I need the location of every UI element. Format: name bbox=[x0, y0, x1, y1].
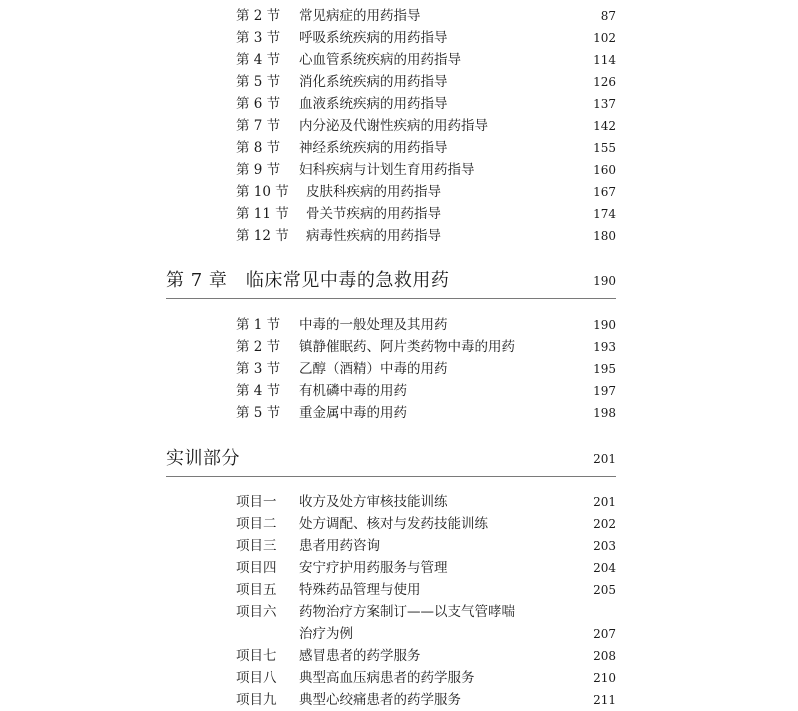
toc-entry-number: 项目四 bbox=[236, 560, 277, 576]
toc-entry-title: 重金属中毒的用药 bbox=[299, 405, 407, 421]
toc-entry[interactable] bbox=[0, 181, 616, 203]
toc-entry-number: 第 3 节 bbox=[236, 30, 281, 46]
practice-title: 实训部分 bbox=[166, 448, 240, 469]
toc-entry-title: 血液系统疾病的用药指导 bbox=[299, 96, 448, 112]
toc-entry-title: 呼吸系统疾病的用药指导 bbox=[299, 30, 448, 46]
toc-entry-title: 妇科疾病与计划生育用药指导 bbox=[299, 162, 475, 178]
toc-entry-title: 收方及处方审核技能训练 bbox=[299, 494, 448, 510]
toc-entry-page-number: 211 bbox=[593, 693, 616, 707]
toc-entry[interactable] bbox=[0, 557, 616, 579]
toc-entry-page-number: 198 bbox=[593, 406, 616, 420]
toc-entry-page-number: 197 bbox=[593, 384, 616, 398]
toc-entry-page-number: 201 bbox=[593, 495, 616, 509]
toc-entry-title: 镇静催眠药、阿片类药物中毒的用药 bbox=[299, 339, 515, 355]
toc-entry-page-number: 210 bbox=[593, 671, 616, 685]
toc-entry-number: 第 8 节 bbox=[236, 140, 281, 156]
toc-entry-number: 项目七 bbox=[236, 648, 277, 664]
toc-entry-number: 第 9 节 bbox=[236, 162, 281, 178]
toc-entry-number: 第 4 节 bbox=[236, 52, 281, 68]
toc-entry-number: 第 4 节 bbox=[236, 383, 281, 399]
toc-entry-title: 心血管系统疾病的用药指导 bbox=[299, 52, 461, 68]
toc-entry-number: 第 2 节 bbox=[236, 339, 281, 355]
toc-entry-number: 第 7 节 bbox=[236, 118, 281, 134]
toc-entry-title: 安宁疗护用药服务与管理 bbox=[299, 560, 448, 576]
toc-entry-title: 有机磷中毒的用药 bbox=[299, 383, 407, 399]
toc-entry[interactable] bbox=[0, 645, 616, 667]
toc-entry[interactable] bbox=[0, 601, 616, 623]
toc-entry-page-number: 202 bbox=[593, 517, 616, 531]
toc-entry-number: 第 6 节 bbox=[236, 96, 281, 112]
toc-entry-page-number: 167 bbox=[593, 185, 616, 199]
toc-entry[interactable] bbox=[0, 159, 616, 181]
toc-entry-title: 典型高血压病患者的药学服务 bbox=[299, 670, 475, 686]
toc-entry-number: 项目六 bbox=[236, 604, 277, 620]
toc-entry-title: 骨关节疾病的用药指导 bbox=[306, 206, 441, 222]
toc-entry-title: 消化系统疾病的用药指导 bbox=[299, 74, 448, 90]
toc-entry[interactable] bbox=[0, 203, 616, 225]
toc-entry-number: 项目九 bbox=[236, 692, 277, 708]
toc-entry-number: 项目八 bbox=[236, 670, 277, 686]
toc-entry-page-number: 102 bbox=[593, 31, 616, 45]
toc-entry-page-number: 207 bbox=[593, 627, 616, 641]
practice-heading[interactable] bbox=[166, 444, 616, 477]
toc-entry[interactable] bbox=[0, 137, 616, 159]
toc-entry[interactable] bbox=[0, 115, 616, 137]
toc-entry-page-number: 142 bbox=[593, 119, 616, 133]
toc-entry-number: 第 10 节 bbox=[236, 184, 289, 200]
toc-entry[interactable] bbox=[0, 623, 616, 645]
toc-entry-page-number: 114 bbox=[593, 53, 616, 67]
toc-entry-page-number: 204 bbox=[593, 561, 616, 575]
toc-entry[interactable] bbox=[0, 380, 616, 402]
practice-page-number: 201 bbox=[593, 452, 616, 466]
toc-entry-title: 治疗为例 bbox=[299, 626, 353, 642]
toc-entry-title: 病毒性疾病的用药指导 bbox=[306, 228, 441, 244]
toc-entry-page-number: 155 bbox=[593, 141, 616, 155]
toc-entry-page-number: 193 bbox=[593, 340, 616, 354]
toc-entry[interactable] bbox=[0, 402, 616, 424]
toc-entry-number: 项目五 bbox=[236, 582, 277, 598]
toc-entry-title: 神经系统疾病的用药指导 bbox=[299, 140, 448, 156]
toc-entry-page-number: 203 bbox=[593, 539, 616, 553]
toc-entry[interactable] bbox=[0, 93, 616, 115]
toc-entry-number: 项目一 bbox=[236, 494, 277, 510]
chapter-7-heading[interactable] bbox=[166, 266, 616, 299]
toc-entry[interactable] bbox=[0, 314, 616, 336]
toc-entry-number: 第 2 节 bbox=[236, 8, 281, 24]
toc-entry-number: 第 11 节 bbox=[236, 206, 289, 222]
toc-entry-page-number: 190 bbox=[593, 318, 616, 332]
toc-entry[interactable] bbox=[0, 49, 616, 71]
toc-entry-title: 常见病症的用药指导 bbox=[299, 8, 421, 24]
toc-entry-title: 典型心绞痛患者的药学服务 bbox=[299, 692, 461, 708]
toc-entry-title: 患者用药咨询 bbox=[299, 538, 380, 554]
toc-entry-title: 皮肤科疾病的用药指导 bbox=[306, 184, 441, 200]
toc-entry-page-number: 180 bbox=[593, 229, 616, 243]
toc-entry-page-number: 208 bbox=[593, 649, 616, 663]
chapter-7-page-number: 190 bbox=[593, 274, 616, 288]
toc-entry-page-number: 137 bbox=[593, 97, 616, 111]
toc-entry[interactable] bbox=[0, 27, 616, 49]
toc-entry-page-number: 174 bbox=[593, 207, 616, 221]
toc-entry-page-number: 205 bbox=[593, 583, 616, 597]
toc-entry[interactable] bbox=[0, 71, 616, 93]
toc-entry[interactable] bbox=[0, 358, 616, 380]
toc-entry-number: 第 12 节 bbox=[236, 228, 289, 244]
toc-entry[interactable] bbox=[0, 667, 616, 689]
toc-entry[interactable] bbox=[0, 5, 616, 27]
toc-entry[interactable] bbox=[0, 689, 616, 711]
toc-entry-number: 第 5 节 bbox=[236, 405, 281, 421]
toc-entry-title: 乙醇（酒精）中毒的用药 bbox=[299, 361, 448, 377]
toc-entry-number: 第 5 节 bbox=[236, 74, 281, 90]
toc-entry-number: 第 1 节 bbox=[236, 317, 281, 333]
toc-entry-page-number: 160 bbox=[593, 163, 616, 177]
toc-entry-title: 中毒的一般处理及其用药 bbox=[299, 317, 448, 333]
toc-entry-title: 内分泌及代谢性疾病的用药指导 bbox=[299, 118, 488, 134]
toc-entry-title: 药物治疗方案制订——以支气管哮喘 bbox=[299, 604, 515, 620]
toc-entry[interactable] bbox=[0, 225, 616, 247]
toc-entry[interactable] bbox=[0, 535, 616, 557]
toc-entry-number: 项目三 bbox=[236, 538, 277, 554]
toc-entry-page-number: 126 bbox=[593, 75, 616, 89]
toc-entry-page-number: 195 bbox=[593, 362, 616, 376]
toc-entry-title: 特殊药品管理与使用 bbox=[299, 582, 421, 598]
toc-entry[interactable] bbox=[0, 579, 616, 601]
toc-entry[interactable] bbox=[0, 513, 616, 535]
toc-entry-page-number: 87 bbox=[600, 9, 616, 23]
toc-entry-title: 处方调配、核对与发药技能训练 bbox=[299, 516, 488, 532]
toc-entry-number: 第 3 节 bbox=[236, 361, 281, 377]
chapter-7-title: 第 7 章 临床常见中毒的急救用药 bbox=[166, 270, 450, 291]
toc-entry[interactable] bbox=[0, 491, 616, 513]
toc-entry-title: 感冒患者的药学服务 bbox=[299, 648, 421, 664]
toc-entry-number: 项目二 bbox=[236, 516, 277, 532]
toc-entry[interactable] bbox=[0, 336, 616, 358]
